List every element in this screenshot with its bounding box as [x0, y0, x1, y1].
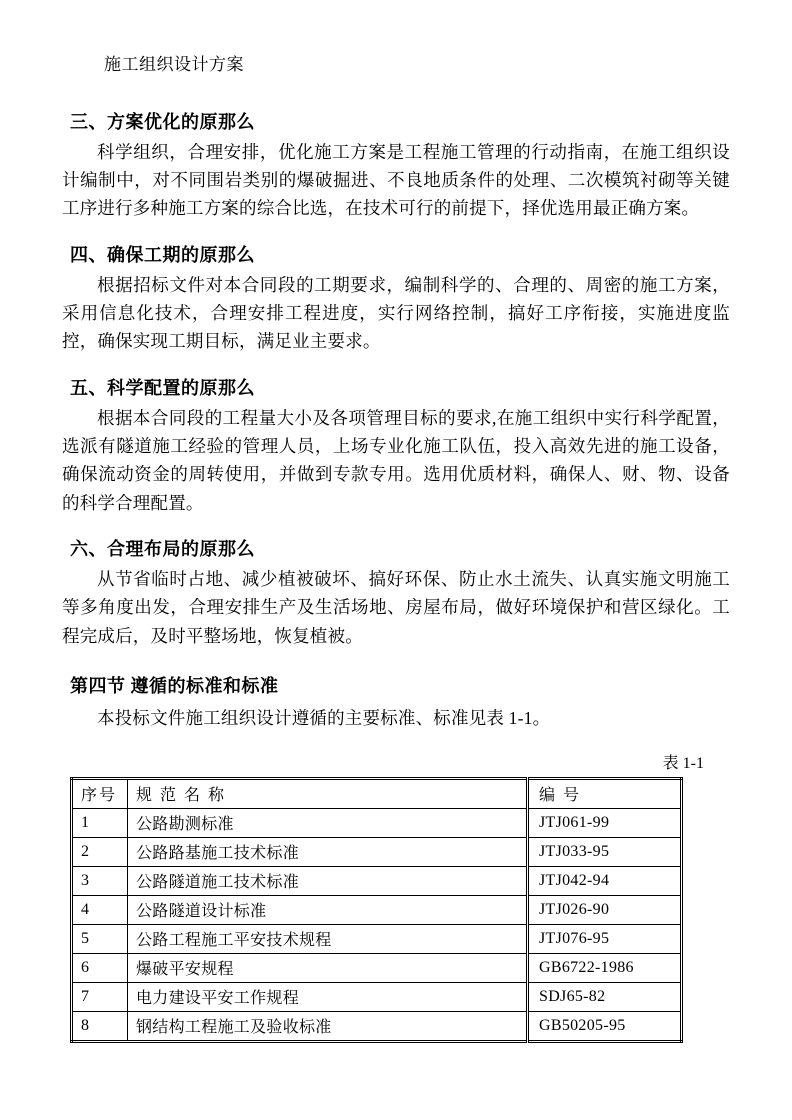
chapter-paragraph: 本投标文件施工组织设计遵循的主要标准、标准见表 1-1。: [97, 707, 551, 728]
section-heading-4: 四、确保工期的原那么: [70, 244, 255, 265]
table-row: [72, 983, 682, 1012]
cell-name: 公路工程施工平安技术规程: [128, 925, 528, 954]
table-row: [72, 896, 682, 925]
cell-code: GB6722-1986: [528, 954, 682, 983]
cell-no: 1: [72, 809, 128, 838]
table-header-row: [72, 779, 682, 809]
standards-table: [70, 777, 683, 1043]
cell-name: 公路隧道施工技术标准: [128, 867, 528, 896]
table-header-no: 序号: [72, 779, 128, 809]
cell-no: 5: [72, 925, 128, 954]
table-caption: 表 1-1: [662, 755, 704, 773]
table-row: [72, 1012, 682, 1042]
cell-code: SDJ65-82: [528, 983, 682, 1012]
table-row: [72, 954, 682, 983]
cell-name: 公路勘测标准: [128, 809, 528, 838]
cell-no: 6: [72, 954, 128, 983]
table-header-name: 规 范 名 称: [128, 779, 528, 809]
table-header-code: 编 号: [528, 779, 682, 809]
table-row: [72, 925, 682, 954]
chapter-heading-section-4: 第四节 遵循的标准和标准: [70, 675, 279, 696]
section-heading-5: 五、科学配置的原那么: [70, 377, 255, 398]
cell-no: 2: [72, 838, 128, 867]
section-paragraph-5: 根据本合同段的工程量大小及各项管理目标的要求,在施工组织中实行科学配置，选派有隧道施工经验的管理人员，上场专业化施工队伍，投入高效先进的施工设备，确保流动资金的周转使用，并做到专款专用。选用优质材料，确保人、财、物、设备的科学合理配置。: [62, 407, 730, 513]
cell-no: 7: [72, 983, 128, 1012]
section-paragraph-4: 根据招标文件对本合同段的工期要求，编制科学的、合理的、周密的施工方案，采用信息化技术，合理安排工程进度，实行网络控制，搞好工序衔接，实施进度监控，确保实现工期目标，满足业主要求。: [62, 274, 730, 352]
cell-code: JTJ026-90: [528, 896, 682, 925]
cell-code: GB50205-95: [528, 1012, 682, 1042]
cell-no: 3: [72, 867, 128, 896]
table-row: [72, 838, 682, 867]
cell-code: JTJ061-99: [528, 809, 682, 838]
cell-code: JTJ033-95: [528, 838, 682, 867]
cell-name: 公路路基施工技术标准: [128, 838, 528, 867]
cell-no: 4: [72, 896, 128, 925]
section-heading-3: 三、方案优化的原那么: [70, 111, 255, 132]
table-row: [72, 867, 682, 896]
cell-no: 8: [72, 1012, 128, 1042]
section-heading-6: 六、合理布局的原那么: [70, 538, 255, 559]
table-row: [72, 809, 682, 838]
cell-code: JTJ042-94: [528, 867, 682, 896]
section-paragraph-3: 科学组织，合理安排，优化施工方案是工程施工管理的行动指南，在施工组织设计编制中，对不同围岩类别的爆破掘进、不良地质条件的处理、二次模筑衬砌等关键工序进行多种施工方案的综合比选，在技术可行的前提下，择优选用最正确方案。: [62, 141, 730, 219]
document-header: 施工组织设计方案: [104, 55, 244, 74]
cell-name: 钢结构工程施工及验收标准: [128, 1012, 528, 1042]
section-paragraph-6: 从节省临时占地、减少植被破坏、搞好环保、防止水土流失、认真实施文明施工等多角度出发，合理安排生产及生活场地、房屋布局，做好环境保护和营区绿化。工程完成后，及时平整场地，恢复植被。: [62, 568, 730, 646]
cell-name: 爆破平安规程: [128, 954, 528, 983]
cell-name: 公路隧道设计标准: [128, 896, 528, 925]
cell-name: 电力建设平安工作规程: [128, 983, 528, 1012]
cell-code: JTJ076-95: [528, 925, 682, 954]
